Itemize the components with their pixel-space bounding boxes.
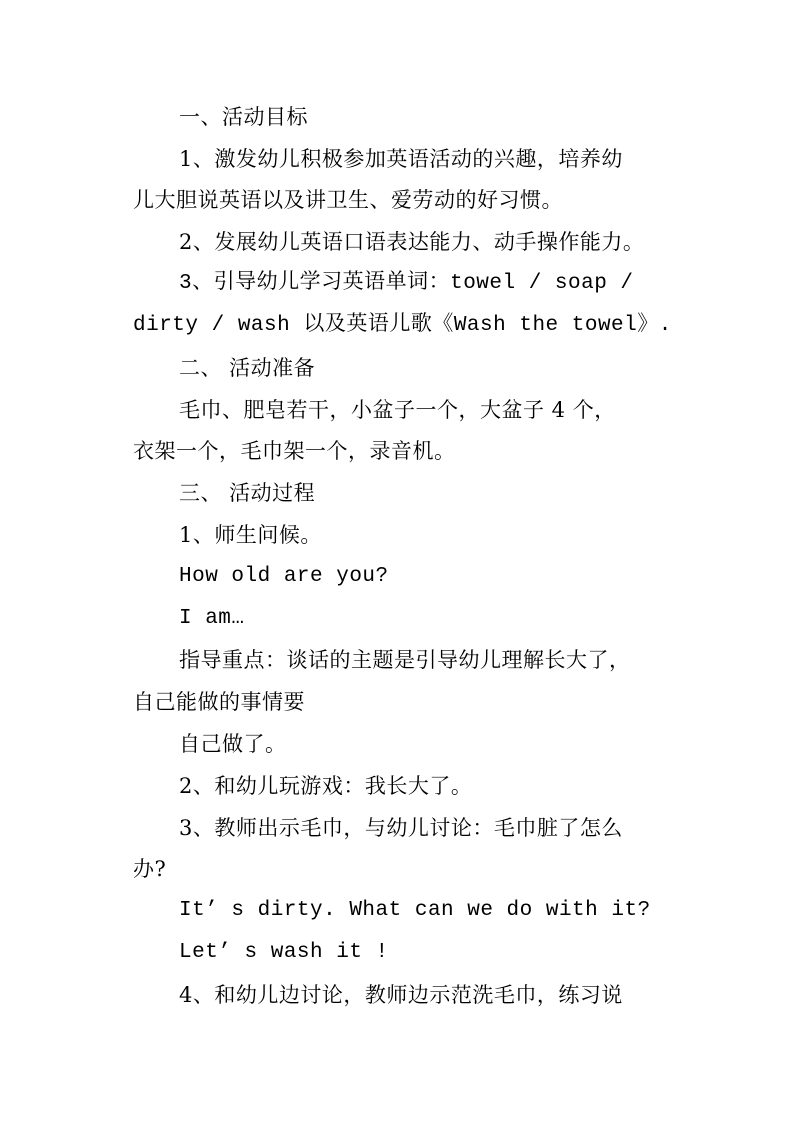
step-3-line1: 3、教师出示毛巾，与幼儿讨论：毛巾脏了怎么 (179, 816, 623, 840)
goal-3-line2: dirty / wash 以及英语儿歌《Wash the towel》. (133, 314, 672, 337)
dialog-wash: Let’ s wash it ! (179, 941, 389, 964)
step-1: 1、师生问候。 (179, 523, 322, 547)
step-4: 4、和幼儿边讨论，教师边示范洗毛巾，练习说 (179, 983, 623, 1007)
goal-1-line2: 儿大胆说英语以及讲卫生、爱劳动的好习惯。 (133, 188, 563, 212)
dialog-i-am: I am… (179, 607, 245, 630)
focus-line3: 自己做了。 (179, 732, 287, 756)
heading-goals: 一、活动目标 (179, 105, 308, 129)
focus-line1: 指导重点：谈话的主题是引导幼儿理解长大了， (179, 648, 631, 672)
dialog-dirty: It’ s dirty. What can we do with it? (179, 899, 651, 922)
heading-prep: 二、 活动准备 (179, 356, 316, 380)
step-2: 2、和幼儿玩游戏：我长大了。 (179, 774, 473, 798)
focus-line2: 自己能做的事情要 (133, 690, 305, 714)
prep-line1: 毛巾、肥皂若干，小盆子一个，大盆子 4 个， (179, 398, 616, 422)
goal-1-line1: 1、激发幼儿积极参加英语活动的兴趣，培养幼 (179, 147, 623, 171)
goal-3-line1: 3、引导幼儿学习英语单词：towel / soap / (179, 272, 634, 295)
goal-2: 2、发展幼儿英语口语表达能力、动手操作能力。 (179, 230, 645, 254)
prep-line2: 衣架一个，毛巾架一个，录音机。 (133, 439, 456, 463)
step-3-line2: 办? (133, 857, 167, 881)
dialog-how-old: How old are you? (179, 565, 389, 588)
heading-process: 三、 活动过程 (179, 481, 316, 505)
